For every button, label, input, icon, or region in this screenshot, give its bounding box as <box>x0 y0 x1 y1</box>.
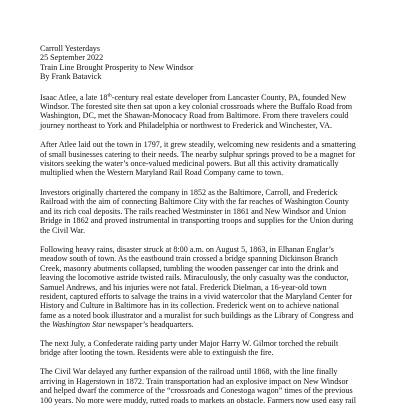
newspaper-name: Washington Star <box>51 320 106 330</box>
text-line: Windsor. The forested site then sat upon a key colonial crossroads where the Buffalo Road from <box>40 102 353 112</box>
text-line: History and Culture in Baltimore has in its collection. Frederick went on to achieve national <box>40 301 339 311</box>
text-line: bridge after looting the town. Residents were able to extinguish the fire. <box>40 347 274 357</box>
text-line: The Civil War delayed any further expansion of the railroad until 1868, with the line finally <box>40 367 338 377</box>
article-title: Train Line Brought Prosperity to New Windsor <box>40 62 194 72</box>
text-line: Following heavy rains, disaster struck at 8:00 a.m. on August 5, 1863, in Elhanan Englar’s <box>40 244 334 254</box>
article-header <box>40 44 368 82</box>
paragraph-5 <box>40 339 368 358</box>
text-line: Investors originally chartered the company in 1852 as the Baltimore, Carroll, and Frederick <box>40 187 338 197</box>
text-line: Washington, DC, met the Shawan-Monocacy Road from Baltimore. From there travelers could <box>40 111 349 121</box>
text-line: Isaac Atlee, a late 18th-century real estate developer from Lancaster County, PA, founded New <box>40 91 347 102</box>
text-line: arriving in Hagerstown in 1872. Train transportation had an explosive impact on New Windsor <box>40 376 349 386</box>
byline: By Frank Batavick <box>40 72 102 82</box>
paragraph-4 <box>40 245 368 330</box>
text-line: visitors seeking the water’s once-valued medicinal powers. But all this activity dramatically <box>40 159 339 169</box>
text-line: 100 years. No more were muddy, rutted roads to markets an obstacle. Farmers now used easy rail <box>40 395 357 405</box>
text-line: Samuel Andrews, and his injuries were not fatal. Frederick Dielman, a 16-year-old town <box>40 282 327 292</box>
paragraph-3 <box>40 188 368 235</box>
text-line: After Atlee laid out the town in 1797, it grew steadily, welcoming new residents and a smattering <box>40 140 356 150</box>
text-line: and its rich coal deposits. The rails reached Westminster in 1861 and New Windsor and Union <box>40 206 346 216</box>
paragraph-6 <box>40 367 368 405</box>
text-line: resident, captured efforts to salvage the trains in a vivid watercolor that the Maryland Center for <box>40 291 353 301</box>
text-line: fame as a noted book illustrator and a muralist for such buildings as the Library of Congress and <box>40 310 354 320</box>
column-name: Carroll Yesterdays <box>40 44 101 53</box>
article-body <box>40 44 368 405</box>
text-line: The next July, a Confederate raiding party under Major Harry W. Gilmor torched the rebuilt <box>40 338 339 348</box>
publication-date: 25 September 2022 <box>40 53 104 63</box>
text-line: multiplied when the Western Maryland Rail Road Company came to town. <box>40 168 284 178</box>
text-line: journey northeast to York and Philadelphia or northwest to Frederick and Winchester, VA. <box>40 120 333 130</box>
text-line: Creek, masonry abutments collapsed, tumbling the wooden passenger car into the drink and <box>40 263 339 273</box>
text-line: the Civil War. <box>40 225 86 235</box>
text-line: leaving the locomotive astride twisted rails. Miraculously, the only casualty was the conductor, <box>40 273 349 283</box>
ordinal-superscript: th <box>107 91 112 98</box>
text-line: meadow south of town. As the eastbound train crossed a bridge spanning Dickinson Branch <box>40 254 338 264</box>
text-line: the Washington Star newspaper’s headquarters. <box>40 320 194 330</box>
paragraph-1 <box>40 93 368 131</box>
text-line: of small businesses catering to their needs. The nearby sulphur springs proved to be a magnet for <box>40 149 356 159</box>
text-line: and helped dwarf the commerce of the “crossroads and Conestoga wagon” times of the previous <box>40 386 353 396</box>
text-line: Railroad with the aim of connecting Baltimore City with the far reaches of Washington County <box>40 197 349 207</box>
paragraph-2 <box>40 140 368 178</box>
text-line: Bridge in 1862 and proved instrumental in transporting troops and supplies for the Union during <box>40 216 354 226</box>
